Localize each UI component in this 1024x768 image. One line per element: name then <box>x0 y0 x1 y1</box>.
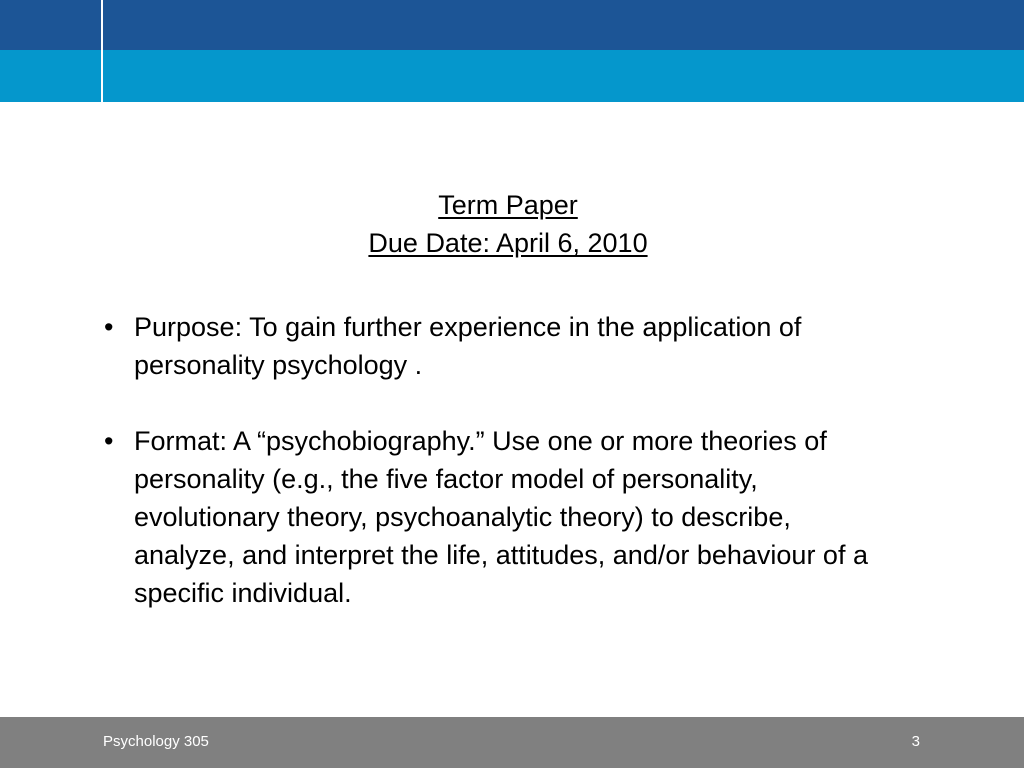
header-band-light <box>0 50 1024 102</box>
footer-bar <box>0 717 1024 768</box>
title-term-paper: Term Paper <box>438 190 578 220</box>
footer-course: Psychology 305 <box>103 733 209 750</box>
slide-title <box>0 186 1016 262</box>
bullet-list <box>104 308 884 650</box>
footer-page-number: 3 <box>911 733 920 750</box>
bullet-dot-icon: • <box>104 312 114 342</box>
title-due-date: Due Date: April 6, 2010 <box>368 228 648 258</box>
bullet-dot-icon: • <box>104 426 114 456</box>
bullet-format <box>104 422 884 612</box>
header-band-dark <box>0 0 1024 50</box>
header-divider <box>101 0 103 102</box>
bullet-purpose <box>104 308 884 384</box>
bullet-purpose-text: Purpose: To gain further experience in the application of personality psychology . <box>134 312 802 380</box>
bullet-format-text: Format: A “psychobiography.” Use one or more theories of personality (e.g., the five factor model of personality, evolutionary theory, psychoanalytic theory) to describe, analyze, and interpret the life, attitudes, and/or behaviour of a specific individual. <box>134 426 868 608</box>
